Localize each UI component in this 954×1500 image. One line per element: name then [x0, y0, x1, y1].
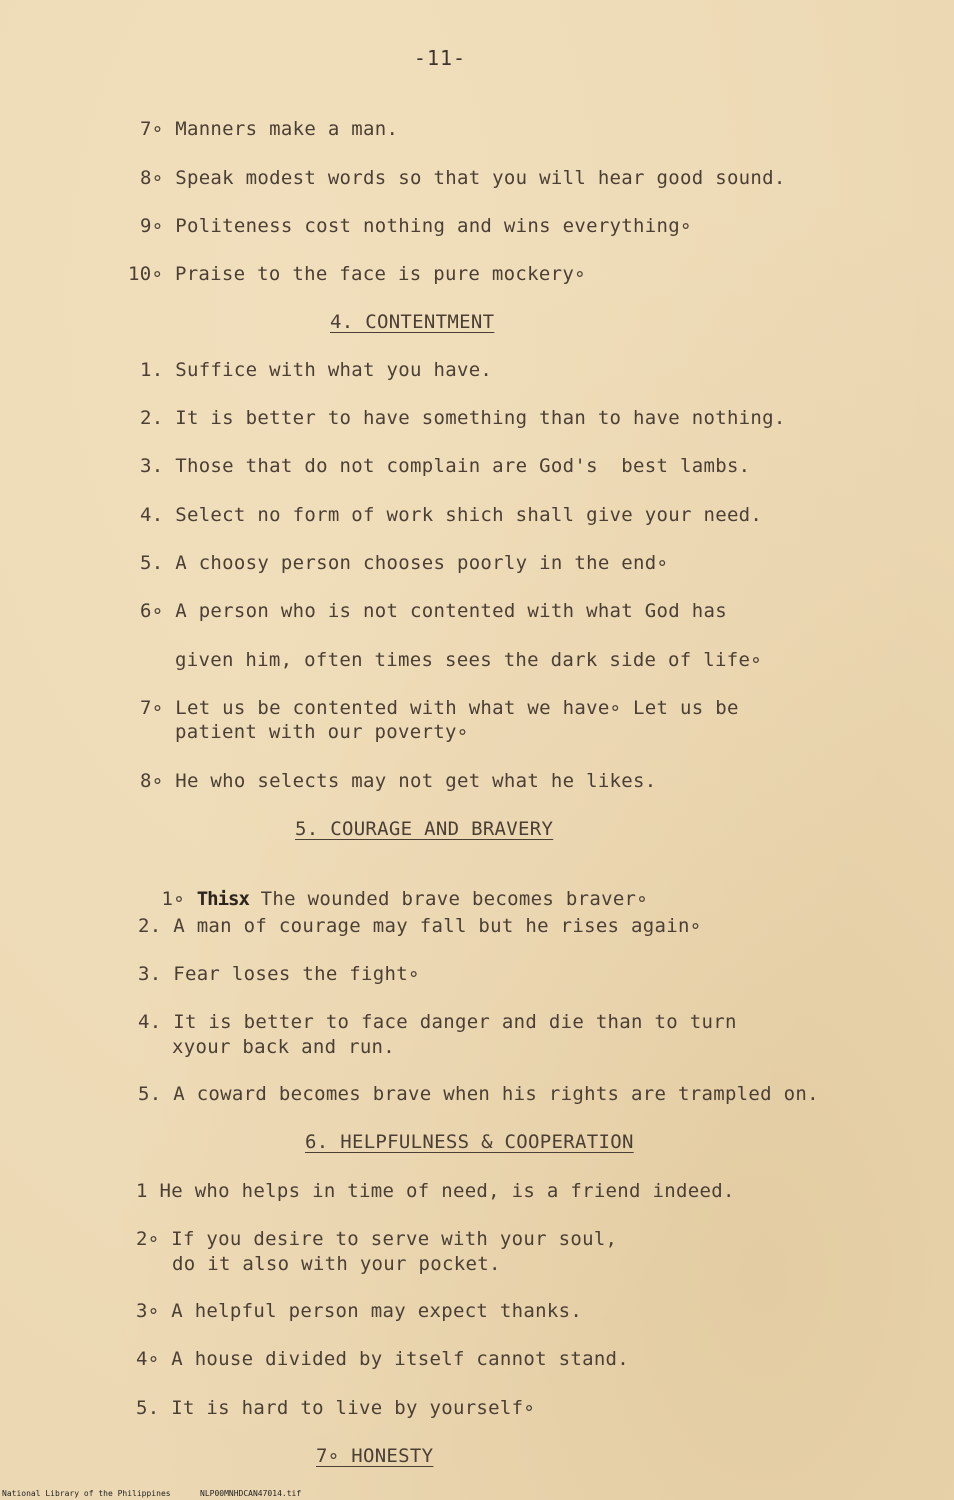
text-line: 3. Those that do not complain are God's best lambs. — [140, 455, 751, 477]
section-heading-courage: 5. COURAGE AND BRAVERY — [295, 818, 554, 840]
section-heading-helpfulness: 6. HELPFULNESS & COOPERATION — [305, 1131, 634, 1153]
text-line: 8∘ He who selects may not get what he likes. — [140, 770, 657, 792]
section-heading-contentment: 4. CONTENTMENT — [330, 311, 495, 333]
footer-library: National Library of the Philippines — [2, 1489, 171, 1498]
text-line: 5. A choosy person chooses poorly in the end∘ — [140, 552, 669, 574]
text-line: 8∘ Speak modest words so that you will hear good sound. — [140, 167, 786, 189]
line-text: The wounded brave becomes braver∘ — [248, 888, 649, 910]
text-line: 1. Suffice with what you have. — [140, 359, 493, 381]
text-line: given him, often times sees the dark side of life∘ — [175, 649, 762, 671]
text-line: 2∘ If you desire to serve with your soul, — [136, 1228, 618, 1250]
text-line: 7∘ Manners make a man. — [140, 118, 399, 140]
section-heading-honesty: 7∘ HONESTY — [316, 1445, 434, 1467]
text-line: 4∘ A house divided by itself cannot stand. — [136, 1348, 630, 1370]
text-line: 3. Fear loses the fight∘ — [138, 963, 420, 985]
text-line: 2. A man of courage may fall but he rises again∘ — [138, 915, 702, 937]
strikeout-text: Thisx — [196, 888, 249, 910]
page-number: -11- — [413, 46, 467, 70]
text-line — [138, 866, 648, 910]
line-number: 1∘ — [161, 888, 197, 910]
text-line: 9∘ Politeness cost nothing and wins everything∘ — [140, 215, 692, 237]
text-line: patient with our poverty∘ — [175, 721, 469, 743]
footer-file-id: NLP00MNHDCAN47014.tif — [200, 1489, 302, 1498]
text-line: xyour back and run. — [172, 1036, 396, 1058]
text-line: 3∘ A helpful person may expect thanks. — [136, 1300, 583, 1322]
text-line: 6∘ A person who is not contented with what God has — [140, 600, 727, 622]
text-line: 5. A coward becomes brave when his rights are trampled on. — [138, 1083, 819, 1105]
text-line: 4. Select no form of work shich shall give your need. — [140, 504, 763, 526]
text-line: 10∘ Praise to the face is pure mockery∘ — [128, 263, 586, 285]
text-line: 7∘ Let us be contented with what we have∘ Let us be — [140, 697, 739, 719]
text-line: 4. It is better to face danger and die than to turn — [138, 1011, 737, 1033]
text-line: do it also with your pocket. — [172, 1253, 501, 1275]
text-line: 2. It is better to have something than to have nothing. — [140, 407, 786, 429]
text-line: 5. It is hard to live by yourself∘ — [136, 1397, 536, 1419]
text-line: 1 He who helps in time of need, is a friend indeed. — [136, 1180, 735, 1202]
